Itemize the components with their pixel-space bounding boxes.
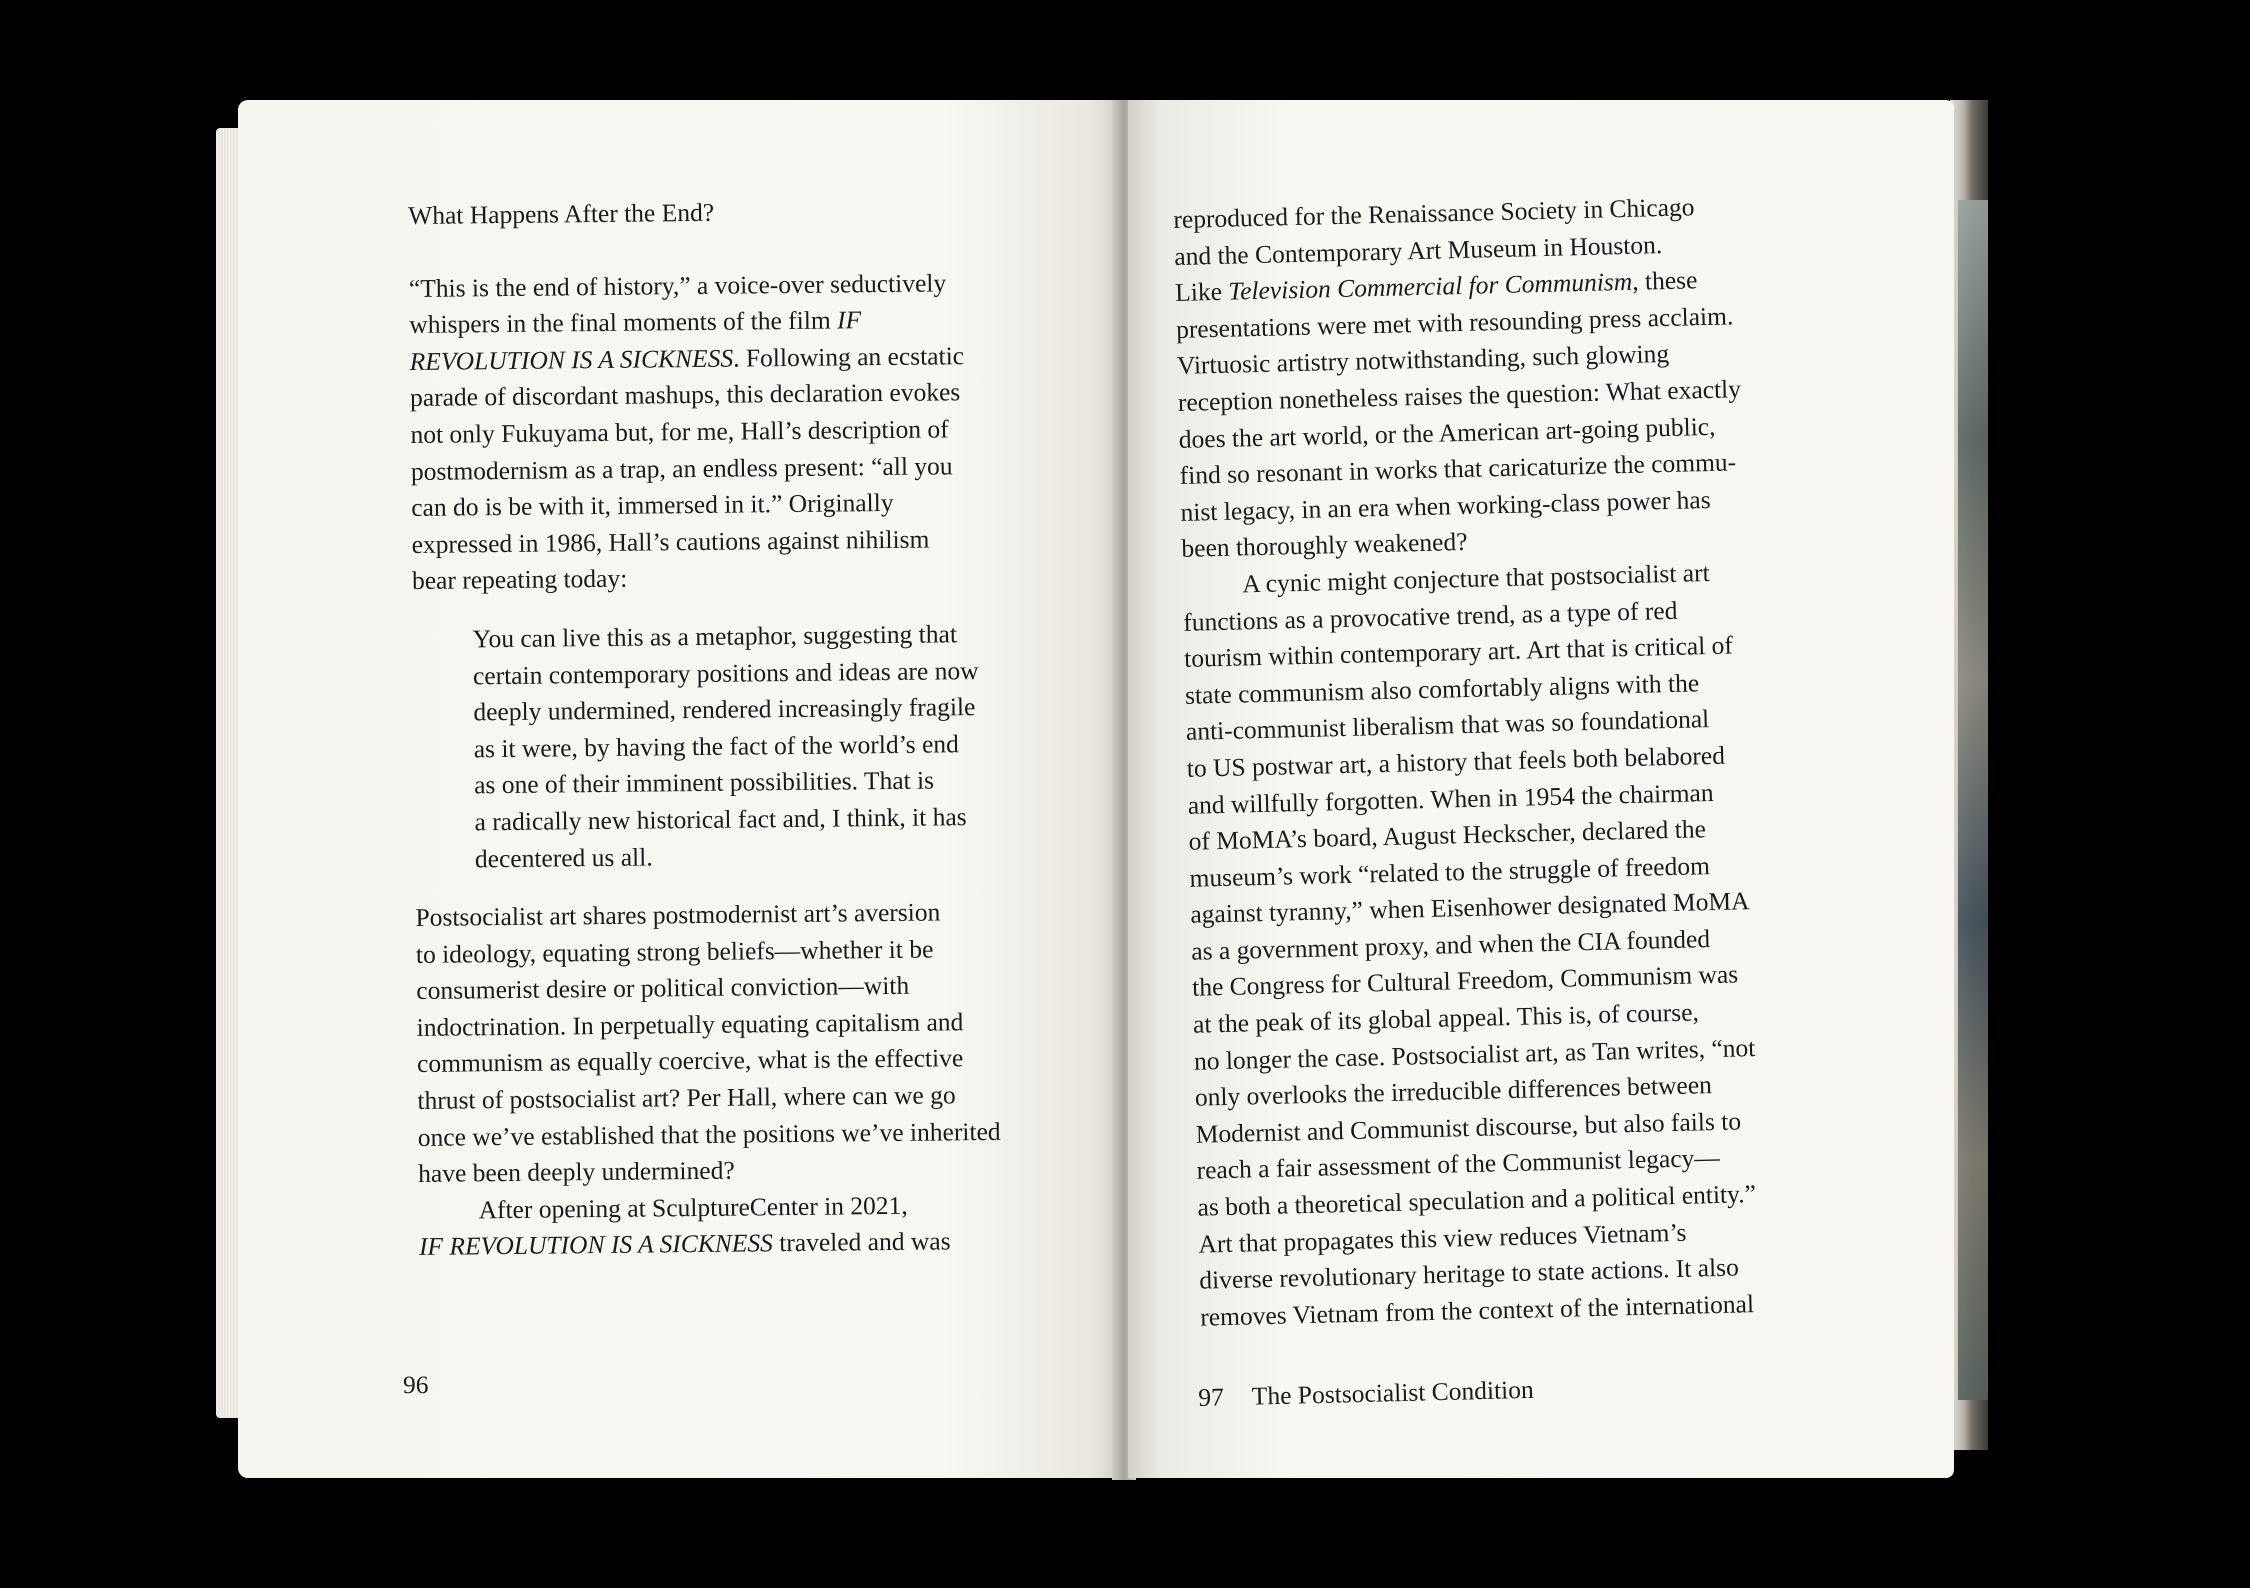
text-line: “This is the end of history,” a voice-over seductively: [408, 267, 947, 303]
text-line: bear repeating today:: [411, 564, 628, 596]
text-line: reception nonetheless raises the question: What exactly: [1177, 374, 1742, 417]
text-line: whispers in the final moments of the film IF: [409, 305, 862, 340]
text-line: consumerist desire or political conviction—with: [416, 971, 910, 1006]
text-line: museum’s work “related to the struggle of freedom: [1189, 850, 1711, 893]
text-line: parade of discordant mashups, this declaration evokes: [409, 377, 961, 413]
text-line: does the art world, or the American art-going public,: [1178, 411, 1716, 454]
text-line: IF REVOLUTION IS A SICKNESS traveled and was: [418, 1226, 951, 1262]
quote-line: a radically new historical fact and, I think, it has: [474, 802, 967, 837]
text-line: reach a fair assessment of the Communist legacy—: [1196, 1143, 1721, 1186]
text-line: REVOLUTION IS A SICKNESS. Following an ecstatic: [409, 340, 965, 376]
block-quote: [412, 616, 997, 878]
text-line: and the Contemporary Art Museum in Houston.: [1173, 229, 1663, 271]
quote-line: deeply undermined, rendered increasingly fragile: [473, 692, 976, 727]
page-number-right: 97: [1198, 1382, 1225, 1412]
text-line: the Congress for Cultural Freedom, Communism was: [1191, 959, 1739, 1003]
right-page-body: [1173, 188, 1764, 1336]
quote-line: certain contemporary positions and ideas are now: [472, 655, 979, 690]
text-line: as both a theoretical speculation and a political entity.”: [1197, 1179, 1757, 1222]
text-line: indoctrination. In perpetually equating capitalism and: [416, 1007, 964, 1042]
text-line: as a government proxy, and when the CIA founded: [1190, 923, 1711, 966]
text-line: presentations were met with resounding press acclaim.: [1175, 301, 1734, 344]
quote-line: as it were, by having the fact of the world’s end: [473, 728, 959, 764]
text-line: postmodernism as a trap, an endless present: “all you: [410, 450, 953, 486]
text-line: have been deeply undermined?: [418, 1155, 735, 1189]
quote-line: as one of their imminent possibilities. That is: [474, 765, 935, 800]
text-line: removes Vietnam from the context of the international: [1199, 1288, 1755, 1332]
text-line: Art that propagates this view reduces Vietnam’s: [1198, 1217, 1687, 1259]
text-line: diverse revolutionary heritage to state actions. It also: [1199, 1252, 1740, 1295]
text-line: once we’ve established that the positions we’ve inherited: [417, 1116, 1001, 1152]
left-paragraph-2: [415, 894, 1001, 1193]
right-page: [1128, 100, 1954, 1478]
text-line: thrust of postsocialist art? Per Hall, where can we go: [417, 1080, 956, 1116]
left-page: [238, 100, 1120, 1478]
page-number-left: 96: [403, 1370, 429, 1399]
text-line: and willfully forgotten. When in 1954 the chairman: [1187, 777, 1714, 820]
page-footer-right: [1198, 1375, 1534, 1413]
text-line: of MoMA’s board, August Heckscher, declared the: [1188, 814, 1707, 856]
text-line: reproduced for the Renaissance Society in Chicago: [1173, 192, 1695, 234]
text-line: A cynic might conjecture that postsocialist art: [1241, 557, 1710, 599]
text-line: no longer the case. Postsocialist art, as Tan writes, “not: [1193, 1032, 1756, 1076]
text-line: state communism also comfortably aligns with the: [1184, 668, 1700, 710]
text-line: After opening at SculptureCenter in 2021,: [478, 1190, 908, 1225]
text-line: only overlooks the irreducible differences between: [1194, 1070, 1713, 1112]
text-line: nist legacy, in an era when working-class power has: [1180, 484, 1711, 527]
text-line: Postsocialist art shares postmodernist art’s aversion: [415, 897, 941, 933]
text-line: Virtuosic artistry notwithstanding, such glowing: [1176, 339, 1670, 381]
left-paragraph-3: [418, 1187, 1002, 1266]
text-line: to ideology, equating strong beliefs—whether it be: [415, 934, 934, 969]
text-line: been thoroughly weakened?: [1181, 527, 1468, 564]
text-line: Like Television Commercial for Communism, these: [1174, 265, 1698, 308]
text-line: tourism within contemporary art. Art that is critical of: [1183, 630, 1734, 673]
text-line: not only Fukuyama but, for me, Hall’s description of: [410, 414, 949, 449]
text-line: Modernist and Communist discourse, but also fails to: [1195, 1106, 1742, 1149]
right-paragraph-1: [1173, 188, 1745, 568]
text-line: to US postwar art, a history that feels both belabored: [1186, 740, 1726, 783]
quote-line: decentered us all.: [474, 841, 653, 873]
left-page-body: [408, 192, 1002, 1266]
text-line: find so resonant in works that caricaturize the commu-: [1179, 447, 1737, 491]
text-line: at the peak of its global appeal. This is, of course,: [1192, 997, 1700, 1039]
running-head: What Happens After the End?: [408, 197, 715, 230]
text-line: anti-communist liberalism that was so foundational: [1185, 704, 1710, 747]
next-pages-photo-edge: [1958, 200, 1988, 1400]
quote-line: You can live this as a metaphor, suggesting that: [472, 619, 958, 654]
text-line: communism as equally coercive, what is the effective: [416, 1043, 964, 1079]
text-line: against tyranny,” when Eisenhower designated MoMA: [1190, 886, 1750, 930]
running-foot: The Postsocialist Condition: [1251, 1374, 1535, 1411]
text-line: expressed in 1986, Hall’s cautions against nihilism: [411, 524, 930, 559]
text-line: functions as a provocative trend, as a type of red: [1182, 595, 1678, 637]
text-line: can do is be with it, immersed in it.” Originally: [411, 488, 894, 523]
right-paragraph-2: [1182, 554, 1764, 1336]
left-paragraph-1: [409, 264, 995, 599]
